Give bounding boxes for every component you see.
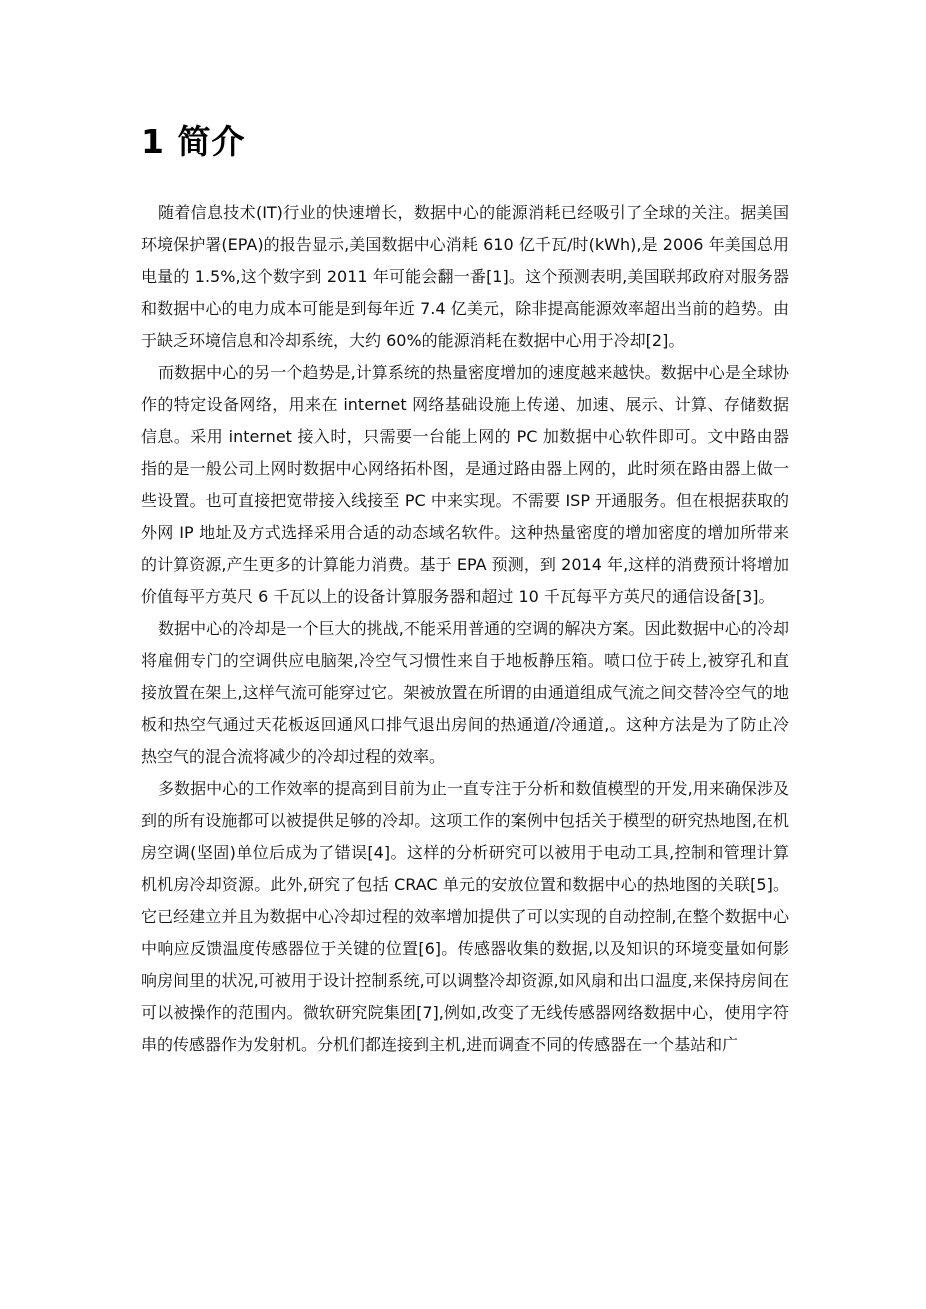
section-body [141, 197, 789, 1061]
paragraph-2: 而数据中心的另一个趋势是,计算系统的热量密度增加的速度越来越快。数据中心是全球协作的特定设备网络，用来在 internet 网络基础设施上传递、加速、展示、计算、存储数据信息。采用 internet 接入时，只需要一台能上网的 PC 加数据中心软件即可。文中路由器指的是一般公司上网时数据中心网络拓朴图，是通过路由器上网的，此时须在路由器上做一些设置。也可直接把宽带接入线接至 PC 中来实现。不需要 ISP 开通服务。但在根据获取的外网 IP 地址及方式选择采用合适的动态域名软件。这种热量密度的增加密度的增加所带来的计算资源,产生更多的计算能力消费。基于 EPA 预测，到 2014 年,这样的消费预计将增加价值每平方英尺 6 千瓦以上的设备计算服务器和超过 10 千瓦每平方英尺的通信设备[3]。 [141, 363, 789, 606]
paragraph-3: 数据中心的冷却是一个巨大的挑战,不能采用普通的空调的解决方案。因此数据中心的冷却将雇佣专门的空调供应电脑架,冷空气习惯性来自于地板静压箱。喷口位于砖上,被穿孔和直接放置在架上,这样气流可能穿过它。架被放置在所谓的由通道组成气流之间交替冷空气的地板和热空气通过天花板返回通风口排气退出房间的热通道/冷通道,。这种方法是为了防止冷热空气的混合流将减少的冷却过程的效率。 [141, 619, 789, 766]
paragraph-1: 随着信息技术(IT)行业的快速增长，数据中心的能源消耗已经吸引了全球的关注。据美国环境保护署(EPA)的报告显示,美国数据中心消耗 610 亿千瓦/时(kWh),是 2006 年美国总用电量的 1.5%,这个数字到 2011 年可能会翻一番[1]。这个预测表明,美国联邦政府对服务器和数据中心的电力成本可能是到每年近 7.4 亿美元，除非提高能源效率超出当前的趋势。由于缺乏环境信息和冷却系统，大约 60%的能源消耗在数据中心用于冷却[2]。 [141, 203, 789, 350]
section-heading: 1 简介 [141, 122, 246, 161]
paragraph-4: 多数据中心的工作效率的提高到目前为止一直专注于分析和数值模型的开发,用来确保涉及到的所有设施都可以被提供足够的冷却。这项工作的案例中包括关于模型的研究热地图,在机房空调(坚固)单位后成为了错误[4]。这样的分析研究可以被用于电动工具,控制和管理计算机机房冷却资源。此外,研究了包括 CRAC 单元的安放位置和数据中心的热地图的关联[5]。它已经建立并且为数据中心冷却过程的效率增加提供了可以实现的自动控制,在整个数据中心中响应反馈温度传感器位于关键的位置[6]。传感器收集的数据,以及知识的环境变量如何影响房间里的状况,可被用于设计控制系统,可以调整冷却资源,如风扇和出口温度,来保持房间在可以被操作的范围内。微软研究院集团[7],例如,改变了无线传感器网络数据中心，使用字符串的传感器作为发射机。分机们都连接到主机,进而调查不同的传感器在一个基站和广 [141, 779, 789, 1054]
